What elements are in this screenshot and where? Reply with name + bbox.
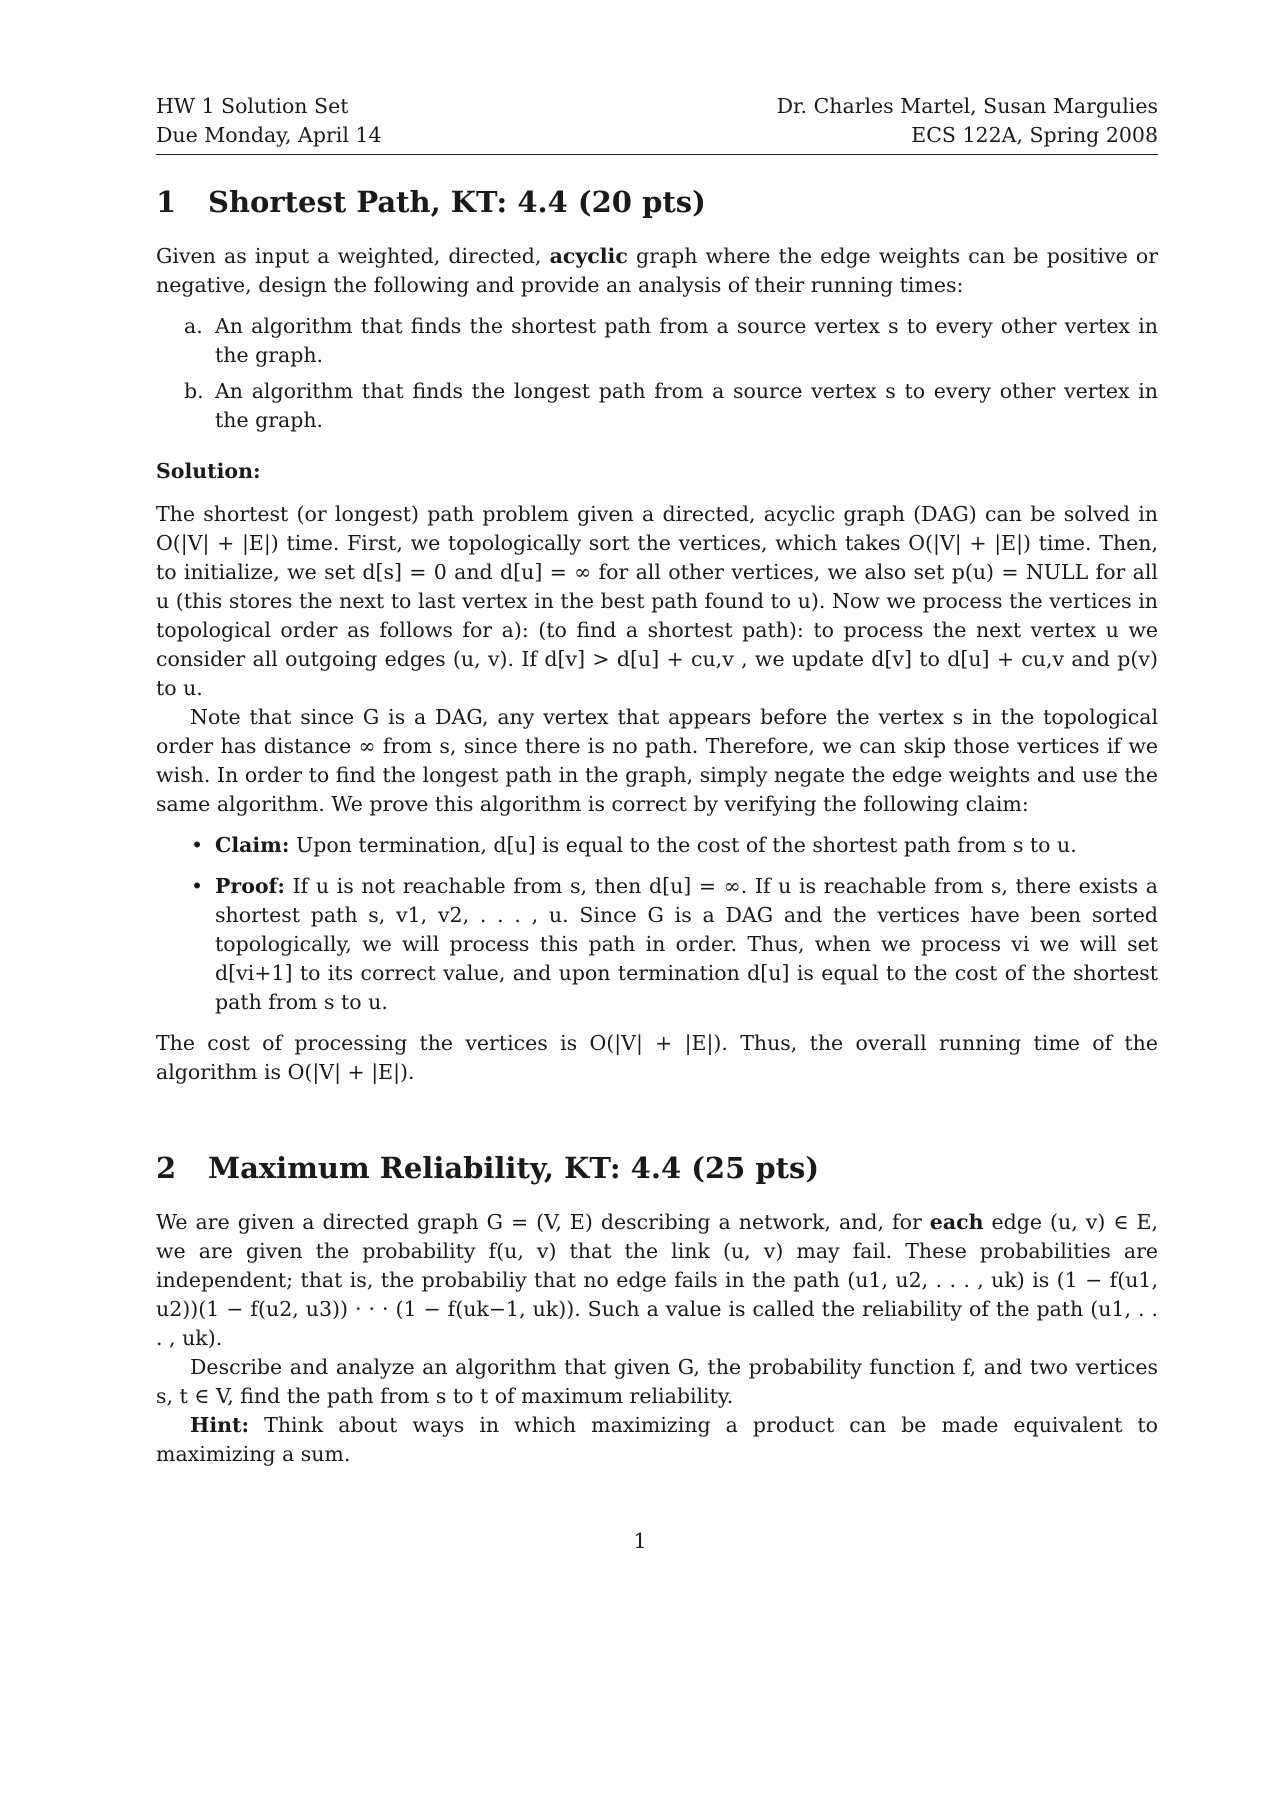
section-1 (156, 184, 1158, 1087)
section-1-intro (156, 242, 1158, 300)
bullet-icon: • (191, 874, 204, 898)
intro-text-b: graph where the edge weights can be positive or negative, design the following and provide an analysis of their running times: (156, 244, 1159, 297)
task-item-b (184, 377, 1158, 435)
section-1-heading (156, 184, 1158, 220)
proof-text: If u is not reachable from s, then d[u] = ∞. If u is reachable from s, there exists a shortest path s, v1, v2, . . . , u. Since G is a DAG and the vertices have been sorted topologically, we will process this path in order. Thus, when we process vi we will set d[vi+1] to its correct value, and upon termination d[u] is equal to the cost of the shortest path from s to u. (215, 874, 1158, 1014)
task-text-b: An algorithm that finds the longest path from a source vertex s to every other vertex in the graph. (215, 379, 1158, 432)
claim-text: Upon termination, d[u] is equal to the cost of the shortest path from s to u. (289, 833, 1077, 857)
hint-label: Hint: (190, 1413, 250, 1437)
claim-item (191, 831, 1158, 860)
section-1-title: Shortest Path, KT: 4.4 (20 pts) (208, 185, 706, 219)
section-2-paragraph-2: Describe and analyze an algorithm that given G, the probability function f, and two vertices s, t ∈ V, find the path from s to t of maximum reliability. (156, 1355, 1158, 1408)
problem-text-b: edge (u, v) ∈ E, we are given the probability f(u, v) that the link (u, v) may fail. These probabilities are independent; that is, the probabiliy that no edge fails in the path (u1, u2, . . . , uk) is (1 − f(u1, u2))(1 − f(u2, u3)) · · · (1 − f(uk−1, uk)). Such a value is called the reliability of the path (u1, . . . , uk). (156, 1210, 1159, 1350)
header-due-date: Due Monday, April 14 (156, 123, 382, 147)
intro-text-a: Given as input a weighted, directed, (156, 244, 550, 268)
proof-item (191, 872, 1158, 1017)
claim-proof-list (156, 831, 1158, 1017)
task-list (156, 312, 1158, 435)
header-instructors: Dr. Charles Martel, Susan Margulies (776, 94, 1158, 118)
section-2 (156, 1150, 1158, 1469)
section-2-paragraph-1 (156, 1208, 1158, 1353)
solution-heading: Solution: (156, 459, 261, 483)
solution-paragraph-2: Note that since G is a DAG, any vertex that appears before the vertex s in the topological order has distance ∞ from s, since there is no path. Therefore, we can skip those vertices if we wish. In order to find the longest path in the graph, simply negate the edge weights and use the same algorithm. We prove this algorithm is correct by verifying the following claim: (156, 705, 1158, 816)
proof-label: Proof: (215, 874, 285, 898)
task-text-a: An algorithm that finds the shortest path from a source vertex s to every other vertex in the graph. (215, 314, 1158, 367)
intro-bold-acyclic: acyclic (549, 244, 628, 268)
hint-text: Think about ways in which maximizing a product can be made equivalent to maximizing a sum. (156, 1413, 1158, 1466)
solution-paragraph-1: The shortest (or longest) path problem given a directed, acyclic graph (DAG) can be solved in O(|V| + |E|) time. First, we topologically sort the vertices, which takes O(|V| + |E|) time. Then, to initialize, we set d[s] = 0 and d[u] = ∞ for all other vertices, we also set p(u) = NULL for all u (this stores the next to last vertex in the best path found to u). Now we process the vertices in topological order as follows for a): (to find a shortest path): to process the next vertex u we consider all outgoing edges (u, v). If d[v] > d[u] + cu,v , we update d[v] to d[u] + cu,v and p(v) to u. (156, 502, 1158, 700)
page-number: 1 (633, 1529, 647, 1553)
solution-paragraph-3: The cost of processing the vertices is O(|V| + |E|). Thus, the overall running time of the algorithm is O(|V| + |E|). (156, 1031, 1158, 1084)
bullet-icon: • (191, 833, 204, 857)
claim-label: Claim: (215, 833, 290, 857)
problem-bold-each: each (929, 1210, 984, 1234)
page-header (156, 92, 1158, 155)
task-item-a (184, 312, 1158, 370)
header-course-term: ECS 122A, Spring 2008 (911, 123, 1158, 147)
task-label-a: a. (184, 314, 203, 338)
section-2-heading (156, 1150, 1158, 1186)
section-1-number: 1 (156, 185, 177, 219)
section-2-number: 2 (156, 1151, 177, 1185)
problem-text-a: We are given a directed graph G = (V, E) describing a network, and, for (156, 1210, 930, 1234)
header-course-set: HW 1 Solution Set (156, 94, 349, 118)
hint-paragraph (156, 1411, 1158, 1469)
task-label-b: b. (184, 379, 204, 403)
section-2-title: Maximum Reliability, KT: 4.4 (25 pts) (208, 1151, 820, 1185)
